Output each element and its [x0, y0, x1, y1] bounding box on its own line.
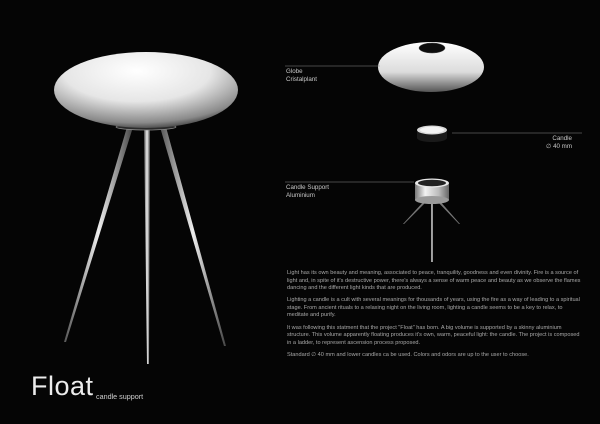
page-title: Float	[31, 371, 94, 401]
globe-large	[54, 52, 238, 128]
description-text	[287, 270, 583, 364]
candle-label-name: Candle	[552, 135, 572, 142]
support-label	[286, 184, 329, 200]
description-paragraph: It was following this statment that the project "Float" has born. A big volume is supported by a skinny aluminium structure. This volume apparently floating produces it's own, warm, peaceful light: the candle. The project is composed in a ladder, to represent ascension process proposed.	[287, 324, 580, 346]
candle-label-size: ∅ 40 mm	[545, 143, 572, 150]
globe-label-name: Globe	[286, 68, 303, 75]
globe-label	[286, 68, 317, 84]
globe-detail	[378, 42, 484, 92]
candle-label	[546, 135, 572, 151]
tripod-legs	[64, 127, 226, 364]
page-subtitle: candle support	[96, 392, 144, 401]
support-label-material: Aluminium	[286, 192, 315, 199]
candle-detail	[417, 126, 447, 143]
support-label-name: Candle Support	[286, 184, 329, 191]
description-paragraph: Standard ∅ 40 mm and lower candles ca be used. Colors and odors are up to the user to choose.	[287, 351, 529, 358]
description-paragraph: Light has its own beauty and meaning, associated to peace, tranquility, goodness and even divinity. Fire is a source of light and, in spite of it's destructive power, there's always a sense of warm peace and beauty as we observe the flames dancing and the different light kinds that are produced.	[287, 270, 581, 292]
description-paragraph: Lighting a candle is a cult with several meanings for thousands of years, using the fire as a way of leading to a spiritual stage. From ancient rituals to a relaxing night on the living room, lighting a candle seems to be a key to relax, to meditate and purify.	[287, 297, 580, 319]
globe-label-material: Cristalplant	[286, 76, 317, 83]
support-detail	[403, 179, 460, 263]
